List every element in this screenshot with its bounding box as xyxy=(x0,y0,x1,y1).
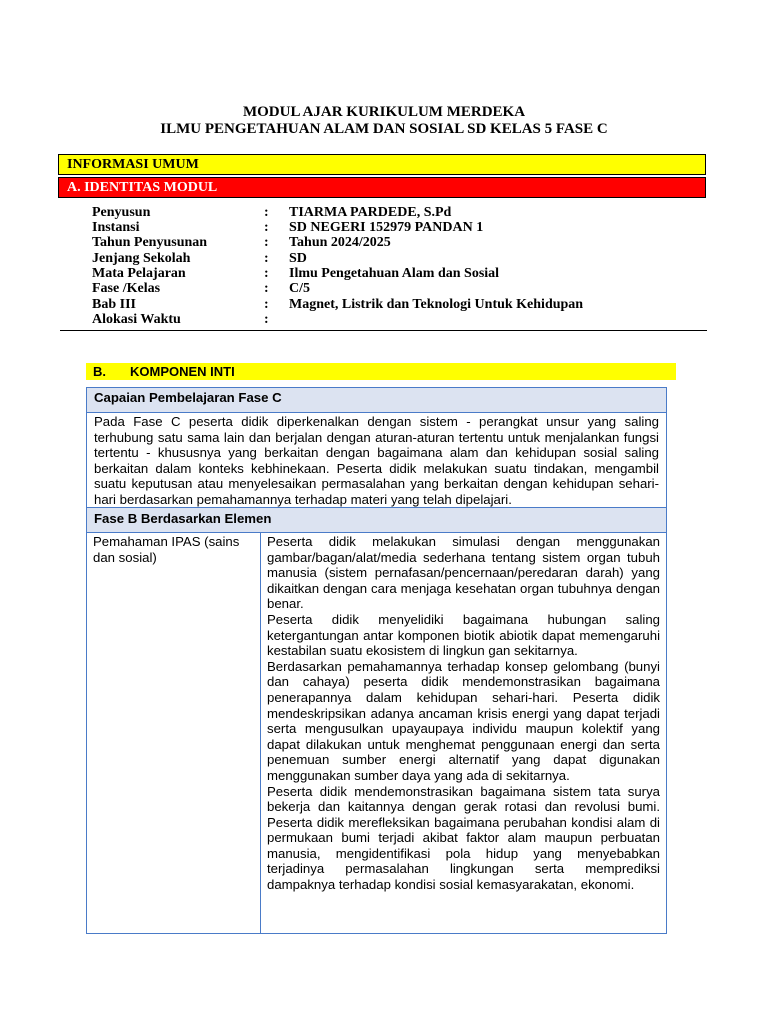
komponen-inti-header xyxy=(86,363,676,380)
identitas-colon: : xyxy=(264,251,269,266)
identitas-colon: : xyxy=(264,266,269,281)
identitas-value: Ilmu Pengetahuan Alam dan Sosial xyxy=(289,266,500,281)
identitas-modul-header: A. IDENTITAS MODUL xyxy=(58,177,706,198)
identitas-colon: : xyxy=(264,235,269,250)
identitas-colon: : xyxy=(264,281,269,296)
capaian-text: Pada Fase C peserta didik diperkenalkan dengan sistem - perangkat unsur yang saling terhubung satu sama lain dan berjalan dengan aturan-aturan tertentu untuk menjalankan fungsi tertentu - khususnya yang berkaitan dengan bagaimana alam dan kehidupan sosial saling berkaitan dalam konteks kebhinekaan. Peserta didik melakukan suatu tindakan, mengambil suatu keputusan atau menyelesaikan permasalahan yang berkaitan dengan kehidupan sehari-hari berdasarkan pemahamannya terhadap materi yang telah dipelajari. xyxy=(94,414,659,507)
identitas-value: SD NEGERI 152979 PANDAN 1 xyxy=(289,220,484,235)
identitas-label: Mata Pelajaran xyxy=(92,266,186,281)
document-subtitle: ILMU PENGETAHUAN ALAM DAN SOSIAL SD KELAS 5 FASE C xyxy=(160,121,608,137)
description-paragraph: Peserta didik melakukan simulasi dengan menggunakan gambar/bagan/alat/media sederhana tentang sistem organ tubuh manusia (sistem pernafasan/pencernaan/peredaran darah) yang dikaitkan dengan cara menjaga kesehatan organ tubuhnya dengan benar. xyxy=(267,534,660,612)
identitas-label: Tahun Penyusunan xyxy=(92,235,208,250)
identitas-value: SD xyxy=(289,251,307,266)
komponen-table xyxy=(86,387,667,934)
description-paragraph: Peserta didik menyelidiki bagaimana hubungan saling ketergantungan antar komponen biotik abiotik dapat memengaruhi kestabilan suatu ekosistem di lingkun gan sekitarnya. xyxy=(267,611,660,659)
identitas-colon: : xyxy=(264,312,269,327)
fase-b-header: Fase B Berdasarkan Elemen xyxy=(87,508,666,532)
section-divider xyxy=(60,330,707,331)
identitas-value: C/5 xyxy=(289,281,310,296)
capaian-header: Capaian Pembelajaran Fase C xyxy=(87,388,666,412)
komponen-label: KOMPONEN INTI xyxy=(130,364,235,379)
identitas-label: Fase /Kelas xyxy=(92,281,161,296)
element-name: Pemahaman IPAS (sains dan sosial) xyxy=(93,534,240,565)
identitas-label: Alokasi Waktu xyxy=(92,312,181,327)
informasi-umum-header: INFORMASI UMUM xyxy=(58,154,706,175)
identitas-colon: : xyxy=(264,297,269,312)
description-paragraph: Peserta didik mendemonstrasikan bagaimana sistem tata surya bekerja dan kaitannya dengan gerak rotasi dan revolusi bumi. Peserta didik merefleksikan bagaimana perubahan kondisi alam di permukaan bumi terjadi akibat faktor alam maupun perbuatan manusia, mengidentifikasi pola hidup yang menyebabkan terjadinya permasalahan lingkungan serta memprediksi dampaknya terhadap kondisi sosial kemasyarakatan, ekonomi. xyxy=(267,783,660,893)
identitas-label: Jenjang Sekolah xyxy=(92,251,191,266)
identitas-label: Penyusun xyxy=(92,205,151,220)
identitas-colon: : xyxy=(264,220,269,235)
element-description xyxy=(261,533,666,893)
description-paragraph: Berdasarkan pemahamannya terhadap konsep gelombang (bunyi dan cahaya) peserta didik mendemonstrasikan bagaimana penerapannya dalam kehidupan sehari-hari. Peserta didik mendeskripsikan adanya ancaman krisis energi yang dapat terjadi serta mengusulkan upayaupaya individu maupun kolektif yang dapat dilakukan untuk menghemat penggunaan energi dan serta penemuan sumber energi alternatif yang dapat digunakan menggunakan sumber daya yang ada di sekitarnya. xyxy=(267,658,660,783)
identitas-colon: : xyxy=(264,205,269,220)
document-title: MODUL AJAR KURIKULUM MERDEKA xyxy=(242,104,526,120)
identitas-label: Bab III xyxy=(92,297,136,312)
identitas-value: TIARMA PARDEDE, S.Pd xyxy=(289,205,452,220)
identitas-value: Magnet, Listrik dan Teknologi Untuk Kehidupan xyxy=(289,297,584,312)
identitas-label: Instansi xyxy=(92,220,140,235)
identitas-value: Tahun 2024/2025 xyxy=(289,235,391,250)
komponen-number: B. xyxy=(93,364,106,379)
